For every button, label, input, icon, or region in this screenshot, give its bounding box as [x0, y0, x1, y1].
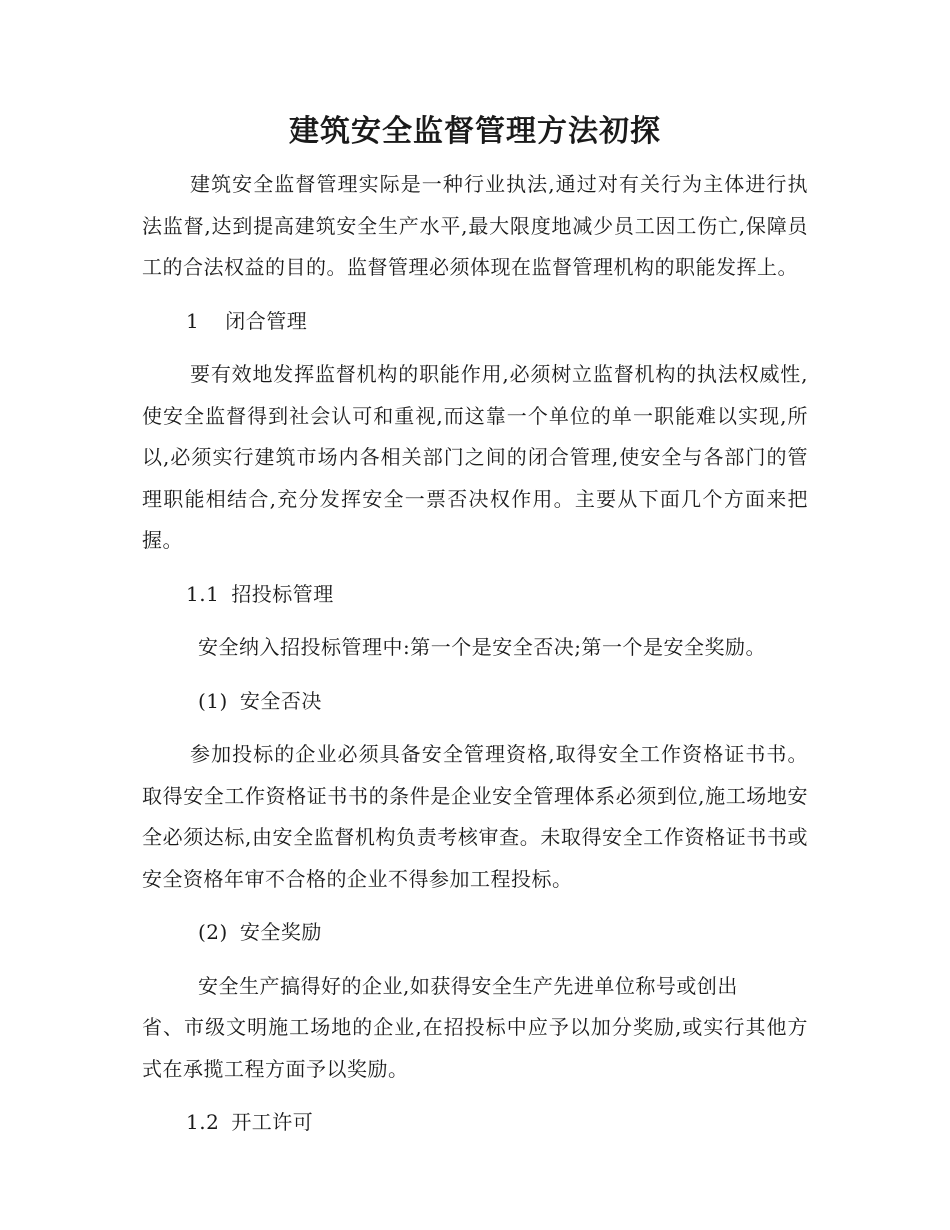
section-1-1-title: 招投标管理 — [231, 581, 334, 606]
item-2-paragraph-line-1: 安全生产搞得好的企业,如获得安全生产先进单位称号或创出 — [198, 973, 738, 998]
item-1-heading — [142, 681, 808, 723]
section-1-2-title: 开工许可 — [231, 1110, 314, 1134]
section-1-number: 1 — [186, 308, 200, 333]
item-2-heading — [142, 912, 808, 954]
section-1-1-number: 1.1 — [186, 581, 220, 606]
document-page — [142, 112, 808, 1144]
item-2-number: (2) — [198, 920, 228, 944]
intro-paragraph: 建筑安全监督管理实际是一种行业执法,通过对有关行为主体进行执法监督,达到提高建筑安全生产水平,最大限度地减少员工因工伤亡,保障员工的合法权益的目的。监督管理必须体现在监督管理机构的职能发挥上。 — [142, 172, 808, 279]
section-1-heading — [142, 301, 808, 343]
document-title: 建筑安全监督管理方法初探 — [289, 114, 661, 149]
item-1-paragraph: 参加投标的企业必须具备安全管理资格,取得安全工作资格证书书。取得安全工作资格证书书的条件是企业安全管理体系必须到位,施工场地安全必须达标,由安全监督机构负责考核审查。未取得安全工作资格证书书或安全资格年审不合格的企业不得参加工程投标。 — [142, 742, 808, 891]
item-2-title: 安全奖励 — [239, 920, 322, 944]
item-1-number: (1) — [198, 688, 228, 713]
section-1-2-number: 1.2 — [186, 1110, 220, 1134]
item-2-paragraph-rest: 省、市级文明施工场地的企业,在招投标中应予以加分奖励,或实行其他方式在承揽工程方面予以奖励。 — [142, 1015, 808, 1081]
section-1-paragraph: 要有效地发挥监督机构的职能作用,必须树立监督机构的执法权威性,使安全监督得到社会认可和重视,而这靠一个单位的单一职能难以实现,所以,必须实行建筑市场内各相关部门之间的闭合管理,使安全与各部门的管理职能相结合,充分发挥安全一票否决权作用。主要从下面几个方面来把握。 — [142, 362, 808, 552]
section-1-2-heading — [142, 1102, 808, 1144]
item-1-title: 安全否决 — [239, 688, 322, 713]
section-1-1-heading — [142, 574, 808, 616]
section-1-1-paragraph: 安全纳入招投标管理中:第一个是安全否决;第一个是安全奖励。 — [198, 635, 766, 659]
section-1-title: 闭合管理 — [225, 308, 308, 333]
